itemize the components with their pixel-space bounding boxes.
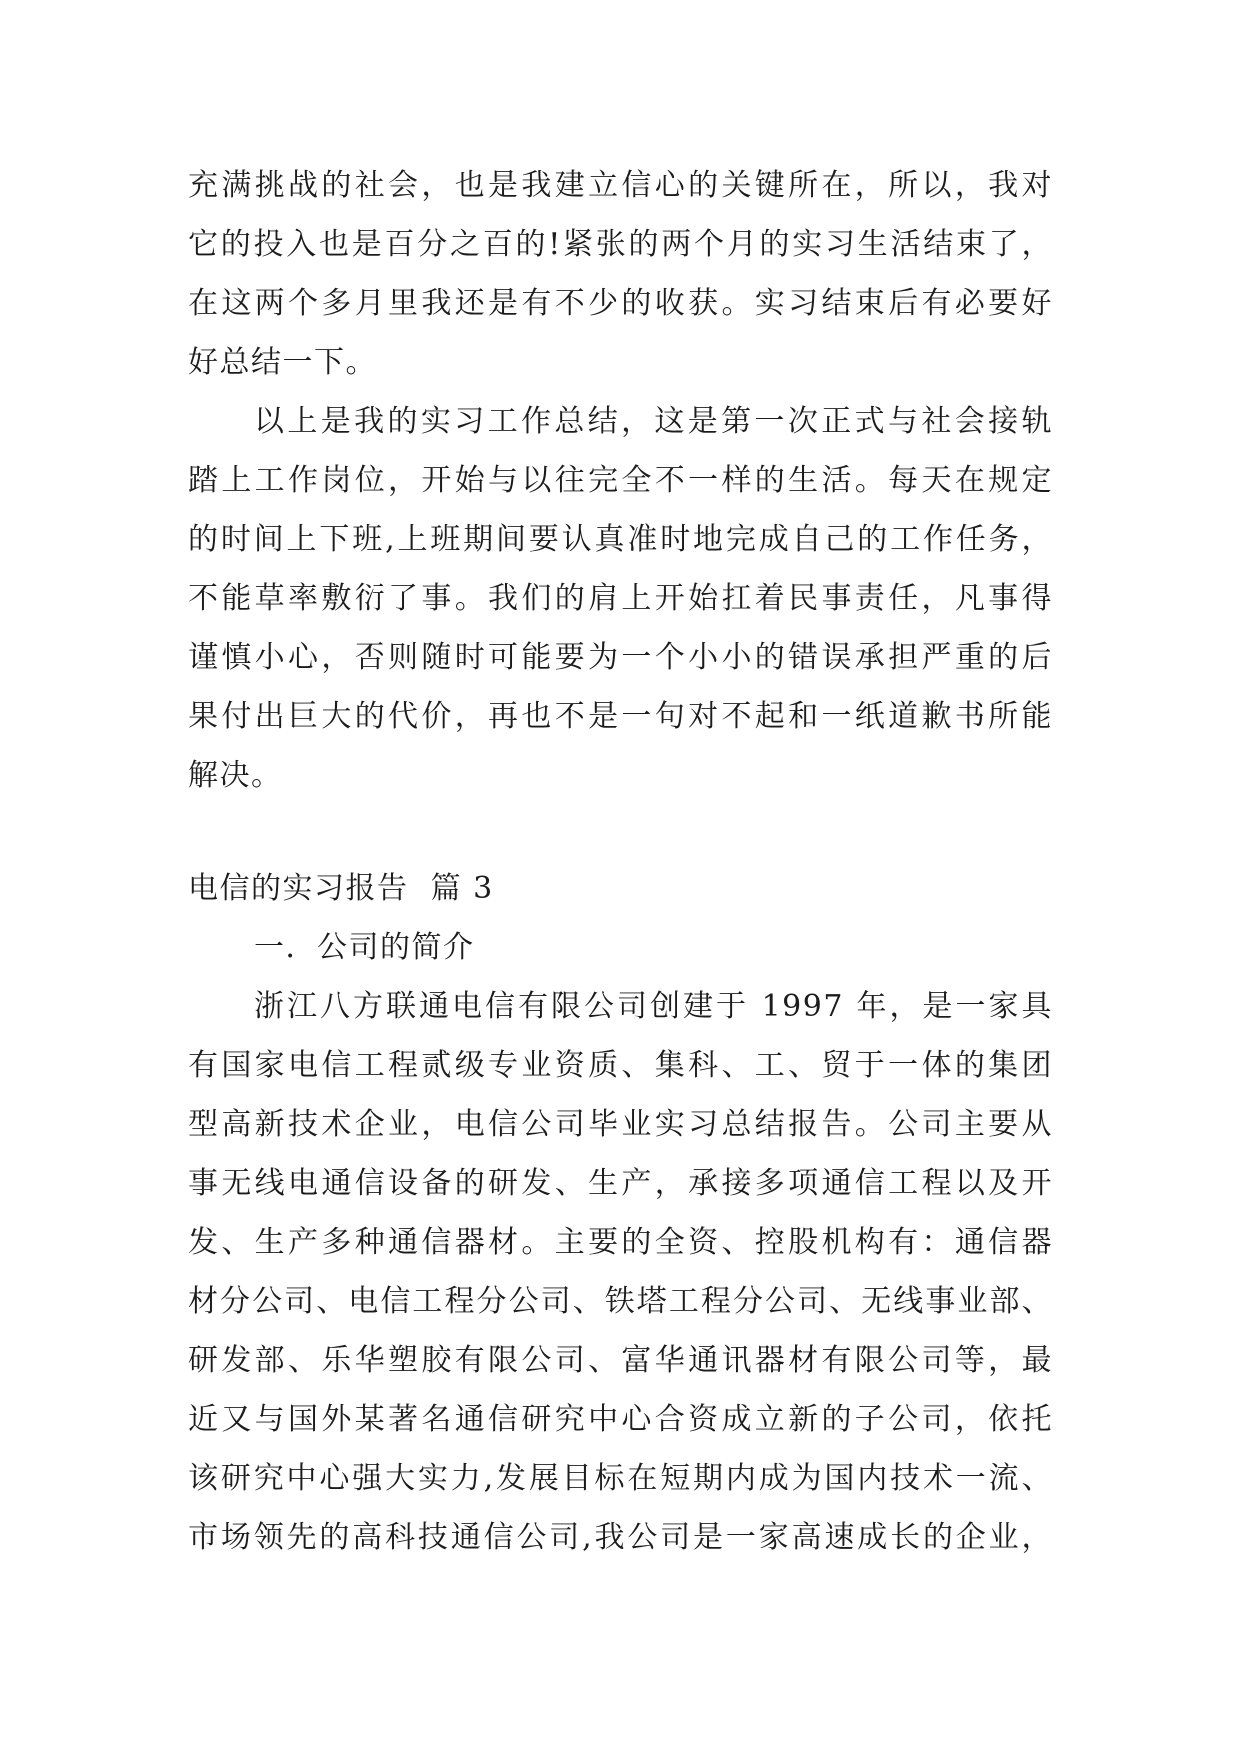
text-line: 事无线电通信设备的研发、生产，承接多项通信工程以及开 [188, 1166, 1053, 1201]
text-line: 踏上工作岗位，开始与以往完全不一样的生活。每天在规定 [188, 463, 1053, 498]
body-text-bottom [188, 918, 1053, 1567]
text-line: 有国家电信工程贰级专业资质、集科、工、贸于一体的集团 [188, 1048, 1053, 1083]
text-line: 浙江八方联通电信有限公司创建于 1997 年，是一家具 [254, 989, 1053, 1024]
text-line: 发、生产多种通信器材。主要的全资、控股机构有：通信器 [188, 1225, 1053, 1260]
text-line: 谨慎小心，否则随时可能要为一个小小的错误承担严重的后 [188, 640, 1053, 675]
text-line: 不能草率敷衍了事。我们的肩上开始扛着民事责任，凡事得 [188, 581, 1053, 616]
section-heading-block [188, 859, 1053, 918]
body-text-top [188, 156, 1053, 805]
text-line: 该研究中心强大实力,发展目标在短期内成为国内技术一流、 [188, 1461, 1053, 1496]
text-line: 近又与国外某著名通信研究中心合资成立新的子公司，依托 [188, 1402, 1053, 1437]
text-line: 以上是我的实习工作总结，这是第一次正式与社会接轨 [254, 404, 1053, 439]
continued-paragraph [188, 156, 1053, 392]
text-line: 型高新技术企业，电信公司毕业实习总结报告。公司主要从 [188, 1107, 1053, 1142]
company-paragraph [188, 977, 1053, 1567]
summary-paragraph [188, 392, 1053, 805]
section-heading: 电信的实习报告 篇 3 [188, 871, 494, 906]
subsection-heading: 一．公司的简介 [254, 930, 475, 965]
text-line: 好总结一下。 [188, 345, 377, 380]
text-line: 果付出巨大的代价，再也不是一句对不起和一纸道歉书所能 [188, 699, 1053, 734]
text-line: 市场领先的高科技通信公司,我公司是一家高速成长的企业， [188, 1520, 1053, 1555]
text-line: 它的投入也是百分之百的!紧张的两个月的实习生活结束了， [188, 227, 1053, 262]
text-line: 材分公司、电信工程分公司、铁塔工程分公司、无线事业部、 [188, 1284, 1053, 1319]
text-line: 在这两个多月里我还是有不少的收获。实习结束后有必要好 [188, 286, 1053, 321]
text-line: 解决。 [188, 758, 283, 793]
text-line: 的时间上下班,上班期间要认真准时地完成自己的工作任务， [188, 522, 1053, 557]
text-line: 充满挑战的社会，也是我建立信心的关键所在，所以，我对 [188, 168, 1053, 203]
text-line: 研发部、乐华塑胶有限公司、富华通讯器材有限公司等，最 [188, 1343, 1053, 1378]
